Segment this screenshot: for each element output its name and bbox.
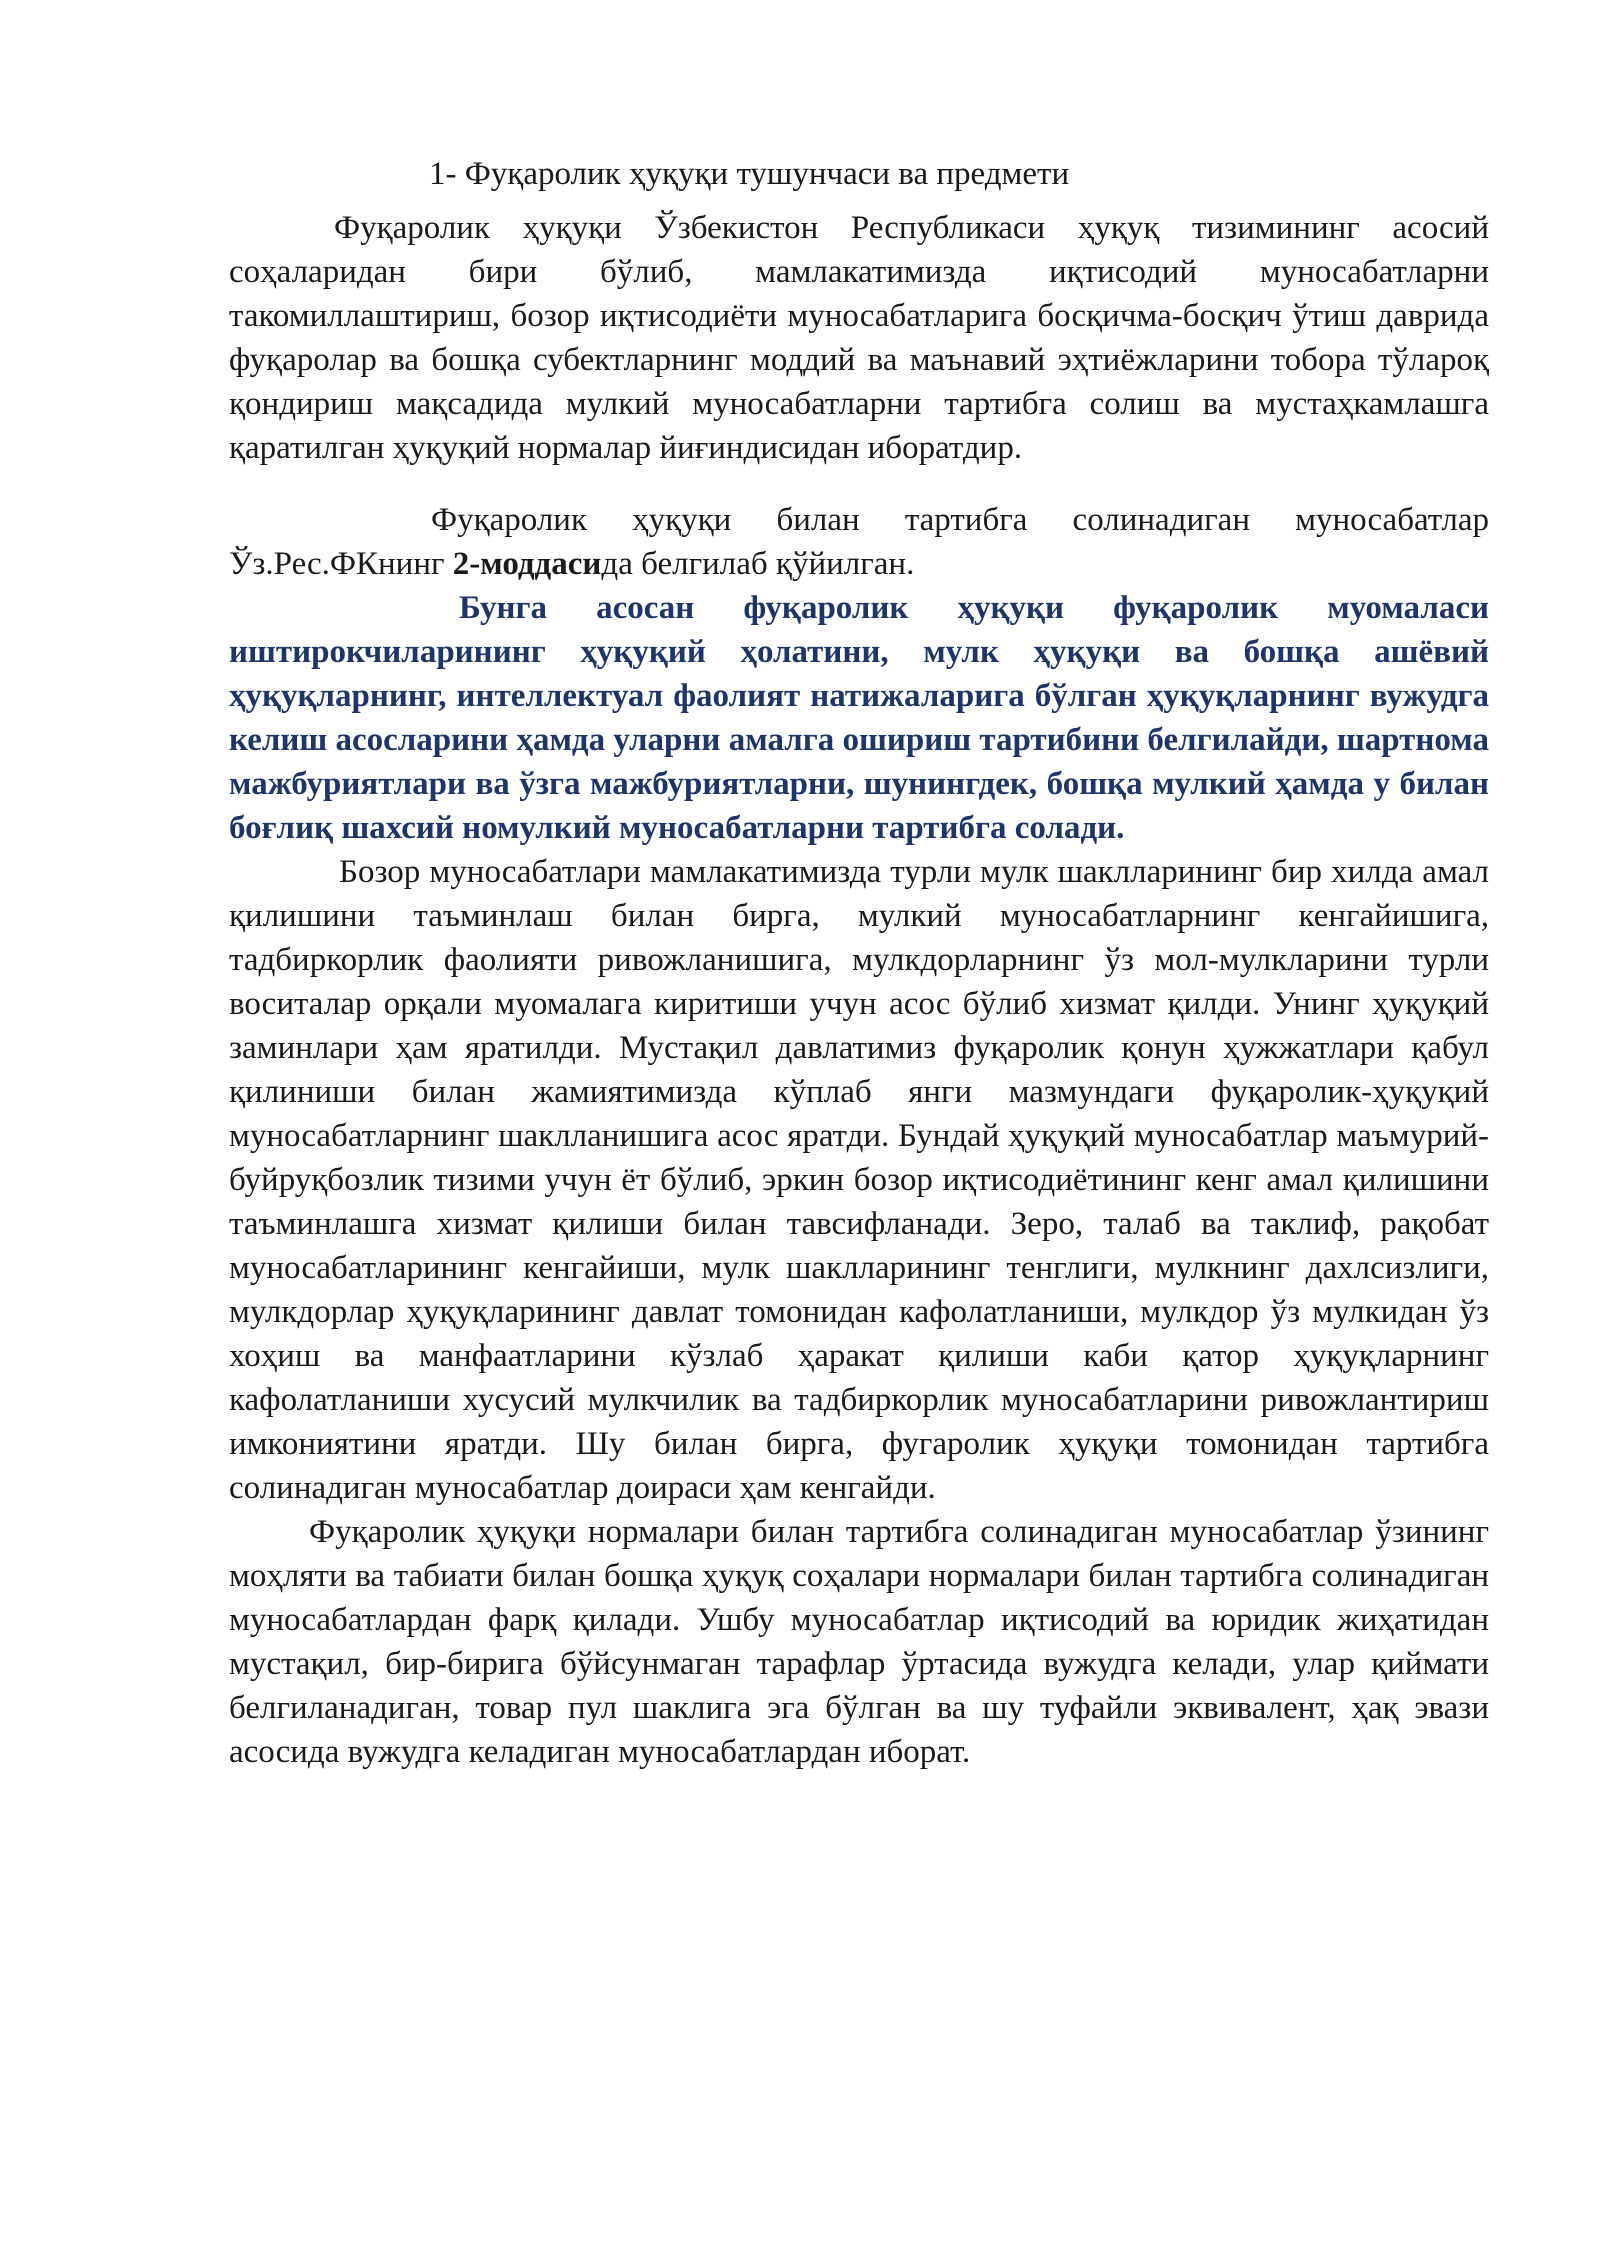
paragraph-article-text-before: Фуқаролик ҳуқуқи билан тартибга солинадиган муносабатлар Ўз.Рес.ФКнинг	[229, 502, 1489, 582]
paragraph-market-relations: Бозор муносабатлари мамлакатимизда турли мулк шаклларининг бир хилда амал қилишини таъминлаш билан бирга, мулкий муносабатларнинг кенгайишига, тадбиркорлик фаолияти ривожланишига, мулкдорларнинг ўз мол-мулкларини турли воситалар орқали муомалага киритиши учун асос бўлиб хизмат қилди. Унинг ҳуқуқий заминлари ҳам яратилди. Мустақил давлатимиз фуқаролик қонун ҳужжатлари қабул қилиниши билан жамиятимизда кўплаб янги мазмундаги фуқаролик-ҳуқуқий муносабатларнинг шаклланишига асос яратди. Бундай ҳуқуқий муносабатлар маъмурий- буйруқбозлик тизими учун ёт бўлиб, эркин бозор иқтисодиётининг кенг амал қилишини таъминлашга хизмат қилиши билан тавсифланади. Зеро, талаб ва таклиф, рақобат муносабатларининг кенгайиши, мулк шаклларининг тенглиги, мулкнинг дахлсизлиги, мулкдорлар ҳуқуқларининг давлат томонидан кафолатланиши, мулкдор ўз мулкидан ўз хоҳиш ва манфаатларини кўзлаб ҳаракат қилиши каби қатор ҳуқуқларнинг кафолатланиши хусусий мулкчилик ва тадбиркорлик муносабатларини ривожлантириш имкониятини яратди. Шу билан бирга, фугаролик ҳуқуқи томонидан тартибга солинадиган муносабатлар доираси ҳам кенгайди.	[229, 854, 1489, 1506]
article-number-bold: 2-моддаси	[452, 546, 602, 582]
paragraph-definition: Фуқаролик ҳуқуқи Ўзбекистон Республикаси ҳуқуқ тизимининг асосий соҳаларидан бири бўлиб, мамлакатимизда иқтисодий муносабатларни такомиллаштириш, бозор иқтисодиёти муносабатларига босқичма-босқич ўтиш даврида фуқаролар ва бошқа субектларнинг моддий ва маънавий эҳтиёжларини тобора тўлароқ қондириш мақсадида мулкий муносабатларни тартибга солиш ва мустаҳкамлашга қаратилган ҳуқуқий нормалар йиғиндисидан иборатдир.	[229, 210, 1489, 466]
paragraph-highlighted-scope: Бунга асосан фуқаролик ҳуқуқи фуқаролик муомаласи иштирокчиларининг ҳуқуқий ҳолатини, мулк ҳуқуқи ва бошқа ашёвий ҳуқуқларнинг, интеллектуал фаолият натижаларига бўлган ҳуқуқларнинг вужудга келиш асосларини ҳамда уларни амалга ошириш тартибини белгилайди, шартнома мажбуриятлари ва ўзга мажбуриятларни, шунингдек, бошқа мулкий ҳамда у билан боғлиқ шахсий номулкий муносабатларни тартибга солади.	[229, 590, 1489, 846]
document-page	[229, 148, 1489, 1774]
paragraph-article-text-after: да белгилаб қўйилган.	[601, 546, 915, 582]
document-title: 1- Фуқаролик ҳуқуқи тушунчаси ва предмети	[429, 156, 1070, 192]
paragraph-distinctive-features: Фуқаролик ҳуқуқи нормалари билан тартибга солинадиган муносабатлар ўзининг моҳляти ва табиати билан бошқа ҳуқуқ соҳалари нормалари билан тартибга солинадиган муносабатлардан фарқ қилади. Ушбу муносабатлар иқтисодий ва юридик жиҳатидан мустақил, бир-бирига бўйсунмаган тарафлар ўртасида вужудга келади, улар қиймати белгиланадиган, товар пул шаклига эга бўлган ва шу туфайли эквивалент, ҳақ эвази асосида вужудга келадиган муносабатлардан иборат.	[229, 1514, 1489, 1770]
paragraph-article-reference	[229, 498, 1489, 586]
